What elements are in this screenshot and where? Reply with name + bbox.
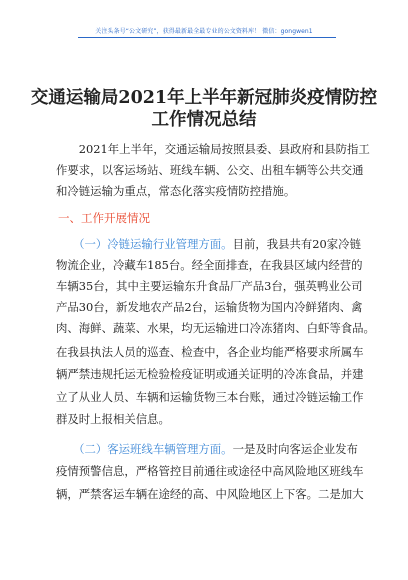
section1-line: 在我县执法人员的巡查、检查中，各企业均能严格要求所属车 xyxy=(56,345,364,359)
intro-line-3: 和冷链运输为重点，常态化落实疫情防控措施。 xyxy=(56,184,296,198)
section-heading-1: 一、工作开展情况 xyxy=(58,211,150,225)
document-title-line1: 交通运输局2021年上半年新冠肺炎疫情防控 xyxy=(30,88,378,108)
section2-line: 疫情预警信息，严格管控目前通往或途径中高风险地区班线车 xyxy=(56,464,364,478)
subsection2-first-text: 一是及时向客运企业发布 xyxy=(232,442,358,456)
section1-line: 立了从业人员、车辆和运输货物三本台账，通过冷链运输工作 xyxy=(56,390,364,404)
intro-line-1: 2021年上半年，交通运输局按照县委、县政府和县防指工 xyxy=(56,142,370,156)
header-banner: 关注头条号“公文研究”，获得最新最全最专业的公文资料库！ 微信：gongwen1 xyxy=(95,28,313,35)
section2-first-line xyxy=(56,442,358,456)
subsection1-first-text: 目前，我县共有20家冷链 xyxy=(232,237,361,251)
section1-line: 辆严禁违规托运无检验检疫证明或通关证明的冷冻食品，并建 xyxy=(56,367,364,381)
section1-line: 群及时上报相关信息。 xyxy=(56,412,170,426)
subsection2-heading: （二）客运班线车辆管理方面。 xyxy=(56,442,233,456)
section2-line: 辆，严禁客运车辆在途经的高、中风险地区上下客。二是加大 xyxy=(56,487,364,501)
section1-first-line xyxy=(56,237,361,251)
subsection1-heading: （一）冷链运输行业管理方面。 xyxy=(56,237,233,251)
document-title-line2: 工作情况总结 xyxy=(151,110,257,130)
banner-underline xyxy=(78,37,336,38)
intro-line-2: 作要求，以客运场站、班线车辆、公交、出租车辆等公共交通 xyxy=(56,163,364,177)
section1-line: 肉、海鲜、蔬菜、水果，均无运输进口冷冻猪肉、白虾等食品。 xyxy=(56,321,375,335)
section1-line: 车辆35台，其中主要运输东升食品厂产品3台，强英鸭业公司 xyxy=(56,279,363,293)
section1-line: 产品30台，新发地农产品2台，运输货物为国内冷鲜猪肉、禽 xyxy=(56,300,363,314)
section1-line: 物流企业，冷藏车185台。经全面排查，在我县区域内经营的 xyxy=(56,258,363,272)
